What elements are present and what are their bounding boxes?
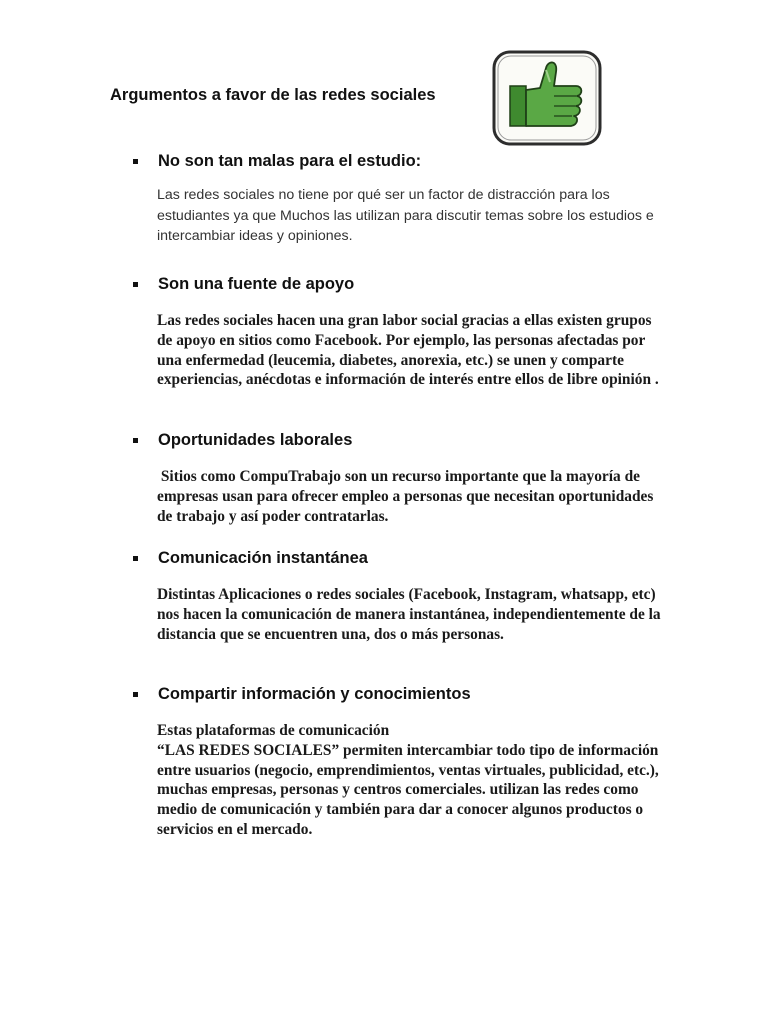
section-body-text: Estas plataformas de comunicación [157,722,390,739]
bullet-icon [133,556,138,561]
section-body-text: Las redes sociales no tiene por qué ser un factor de distracción para los estudiantes ya que Muchos las utilizan para discutir temas sobre los estudios e intercambiar ideas y opiniones. [157,187,654,244]
section-comunicacion [130,549,670,644]
section-body [157,585,670,644]
section-heading [130,685,670,704]
section-heading-text: Comunicación instantánea [158,549,368,567]
section-body-text: Sitios como CompuTrabajo son un recurso importante que la mayoría de empresas usan para ofrecer empleo a personas que necesitan oportunidades de trabajo y así poder contratarlas. [157,468,658,525]
section-heading [130,275,670,294]
section-heading-text: Son una fuente de apoyo [158,275,355,293]
thumbs-up-icon [488,46,606,150]
section-heading-text: Oportunidades laborales [158,431,353,449]
bullet-icon [133,282,138,287]
bullet-icon [133,692,138,697]
section-apoyo [130,275,670,390]
section-heading-text: Compartir información y conocimientos [158,685,471,703]
section-body-text: Distintas Aplicaciones o redes sociales (Facebook, Instagram, whatsapp, etc) nos hacen la comunicación de manera instantánea, independientemente de la distancia que se encuentren una, dos o más personas. [157,586,661,643]
section-laborales [130,431,670,526]
section-estudio [130,152,670,247]
section-heading [130,549,670,568]
section-body-text: “LAS REDES SOCIALES” permiten intercambiar todo tipo de información entre usuarios (negocio, emprendimientos, ventas virtuales, publicidad, etc.), muchas empresas, personas y centros comerciales. utilizan las redes como medio de comunicación y también para dar a conocer algunos productos o servicios en el mercado. [157,741,659,838]
section-body [157,185,670,247]
bullet-icon [133,159,138,164]
section-heading [130,152,670,171]
section-body [157,721,670,840]
bullet-icon [133,438,138,443]
section-body [157,467,670,526]
section-body [157,311,670,390]
section-body-text: Las redes sociales hacen una gran labor social gracias a ellas existen grupos de apoyo en sitios como Facebook. Por ejemplo, las personas afectadas por una enfermedad (leucemia, diabetes, anorexia, etc.) se unen y comparte experiencias, anécdotas e información de interés entre ellos de libre opinión . [157,312,659,389]
section-heading-text: No son tan malas para el estudio: [158,152,422,170]
section-compartir [130,685,670,840]
page-title: Argumentos a favor de las redes sociales [110,86,436,104]
section-heading [130,431,670,450]
